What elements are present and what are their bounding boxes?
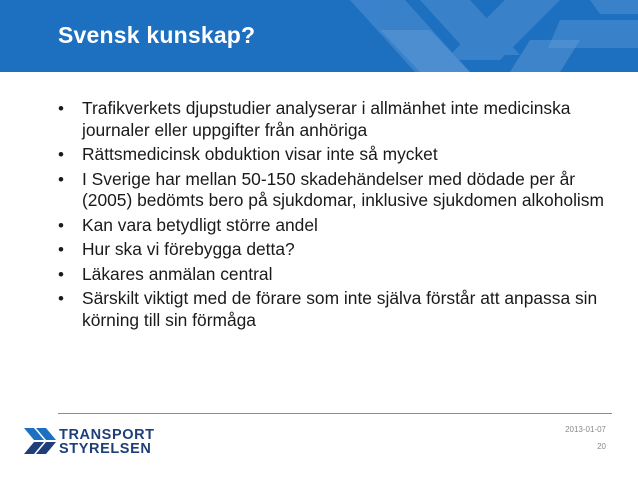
bullet-text: Hur ska vi förebygga detta? — [82, 239, 295, 259]
logo-line-1: TRANSPORT — [59, 427, 155, 443]
bullet-item — [58, 169, 618, 212]
bullet-marker: • — [58, 215, 64, 235]
bullet-item — [58, 288, 618, 331]
bullet-marker: • — [58, 169, 64, 189]
bullet-marker: • — [58, 145, 64, 164]
bullet-marker: • — [58, 99, 64, 118]
bullet-item — [58, 215, 618, 237]
bullet-marker: • — [58, 240, 64, 259]
slide-title: Svensk kunskap? — [58, 22, 256, 48]
bullet-marker: • — [58, 289, 64, 308]
bullet-text: Trafikverkets djupstudier analyserar i allmänhet inte medicinska journaler eller uppgifter från anhöriga — [82, 98, 571, 140]
bullet-text: Läkares anmälan central — [82, 263, 273, 284]
bullet-item — [58, 239, 618, 261]
bullet-item — [58, 144, 618, 166]
bullet-list — [58, 98, 618, 334]
logo-line-2: STYRELSEN — [59, 441, 152, 457]
bullet-item — [58, 264, 618, 286]
bullet-text: Kan vara betydligt större andel — [82, 214, 318, 235]
bullet-marker: • — [58, 264, 64, 284]
bullet-text: Särskilt viktigt med de förare som inte själva förstår att anpassa sin körning till sin förmåga — [82, 288, 598, 330]
slide-date: 2013-01-07 — [565, 425, 606, 434]
page-number: 20 — [597, 442, 606, 451]
slide-header — [0, 0, 638, 72]
bullet-item — [58, 98, 618, 141]
logo-wordmark — [59, 428, 155, 456]
bullet-text: Rättsmedicinsk obduktion visar inte så mycket — [82, 144, 438, 164]
footer-divider — [58, 413, 612, 414]
bullet-text: I Sverige har mellan 50-150 skadehändelser med dödade per år (2005) bedömts bero på sjukdomar, inklusive sjukdomen alkoholism — [82, 168, 604, 210]
